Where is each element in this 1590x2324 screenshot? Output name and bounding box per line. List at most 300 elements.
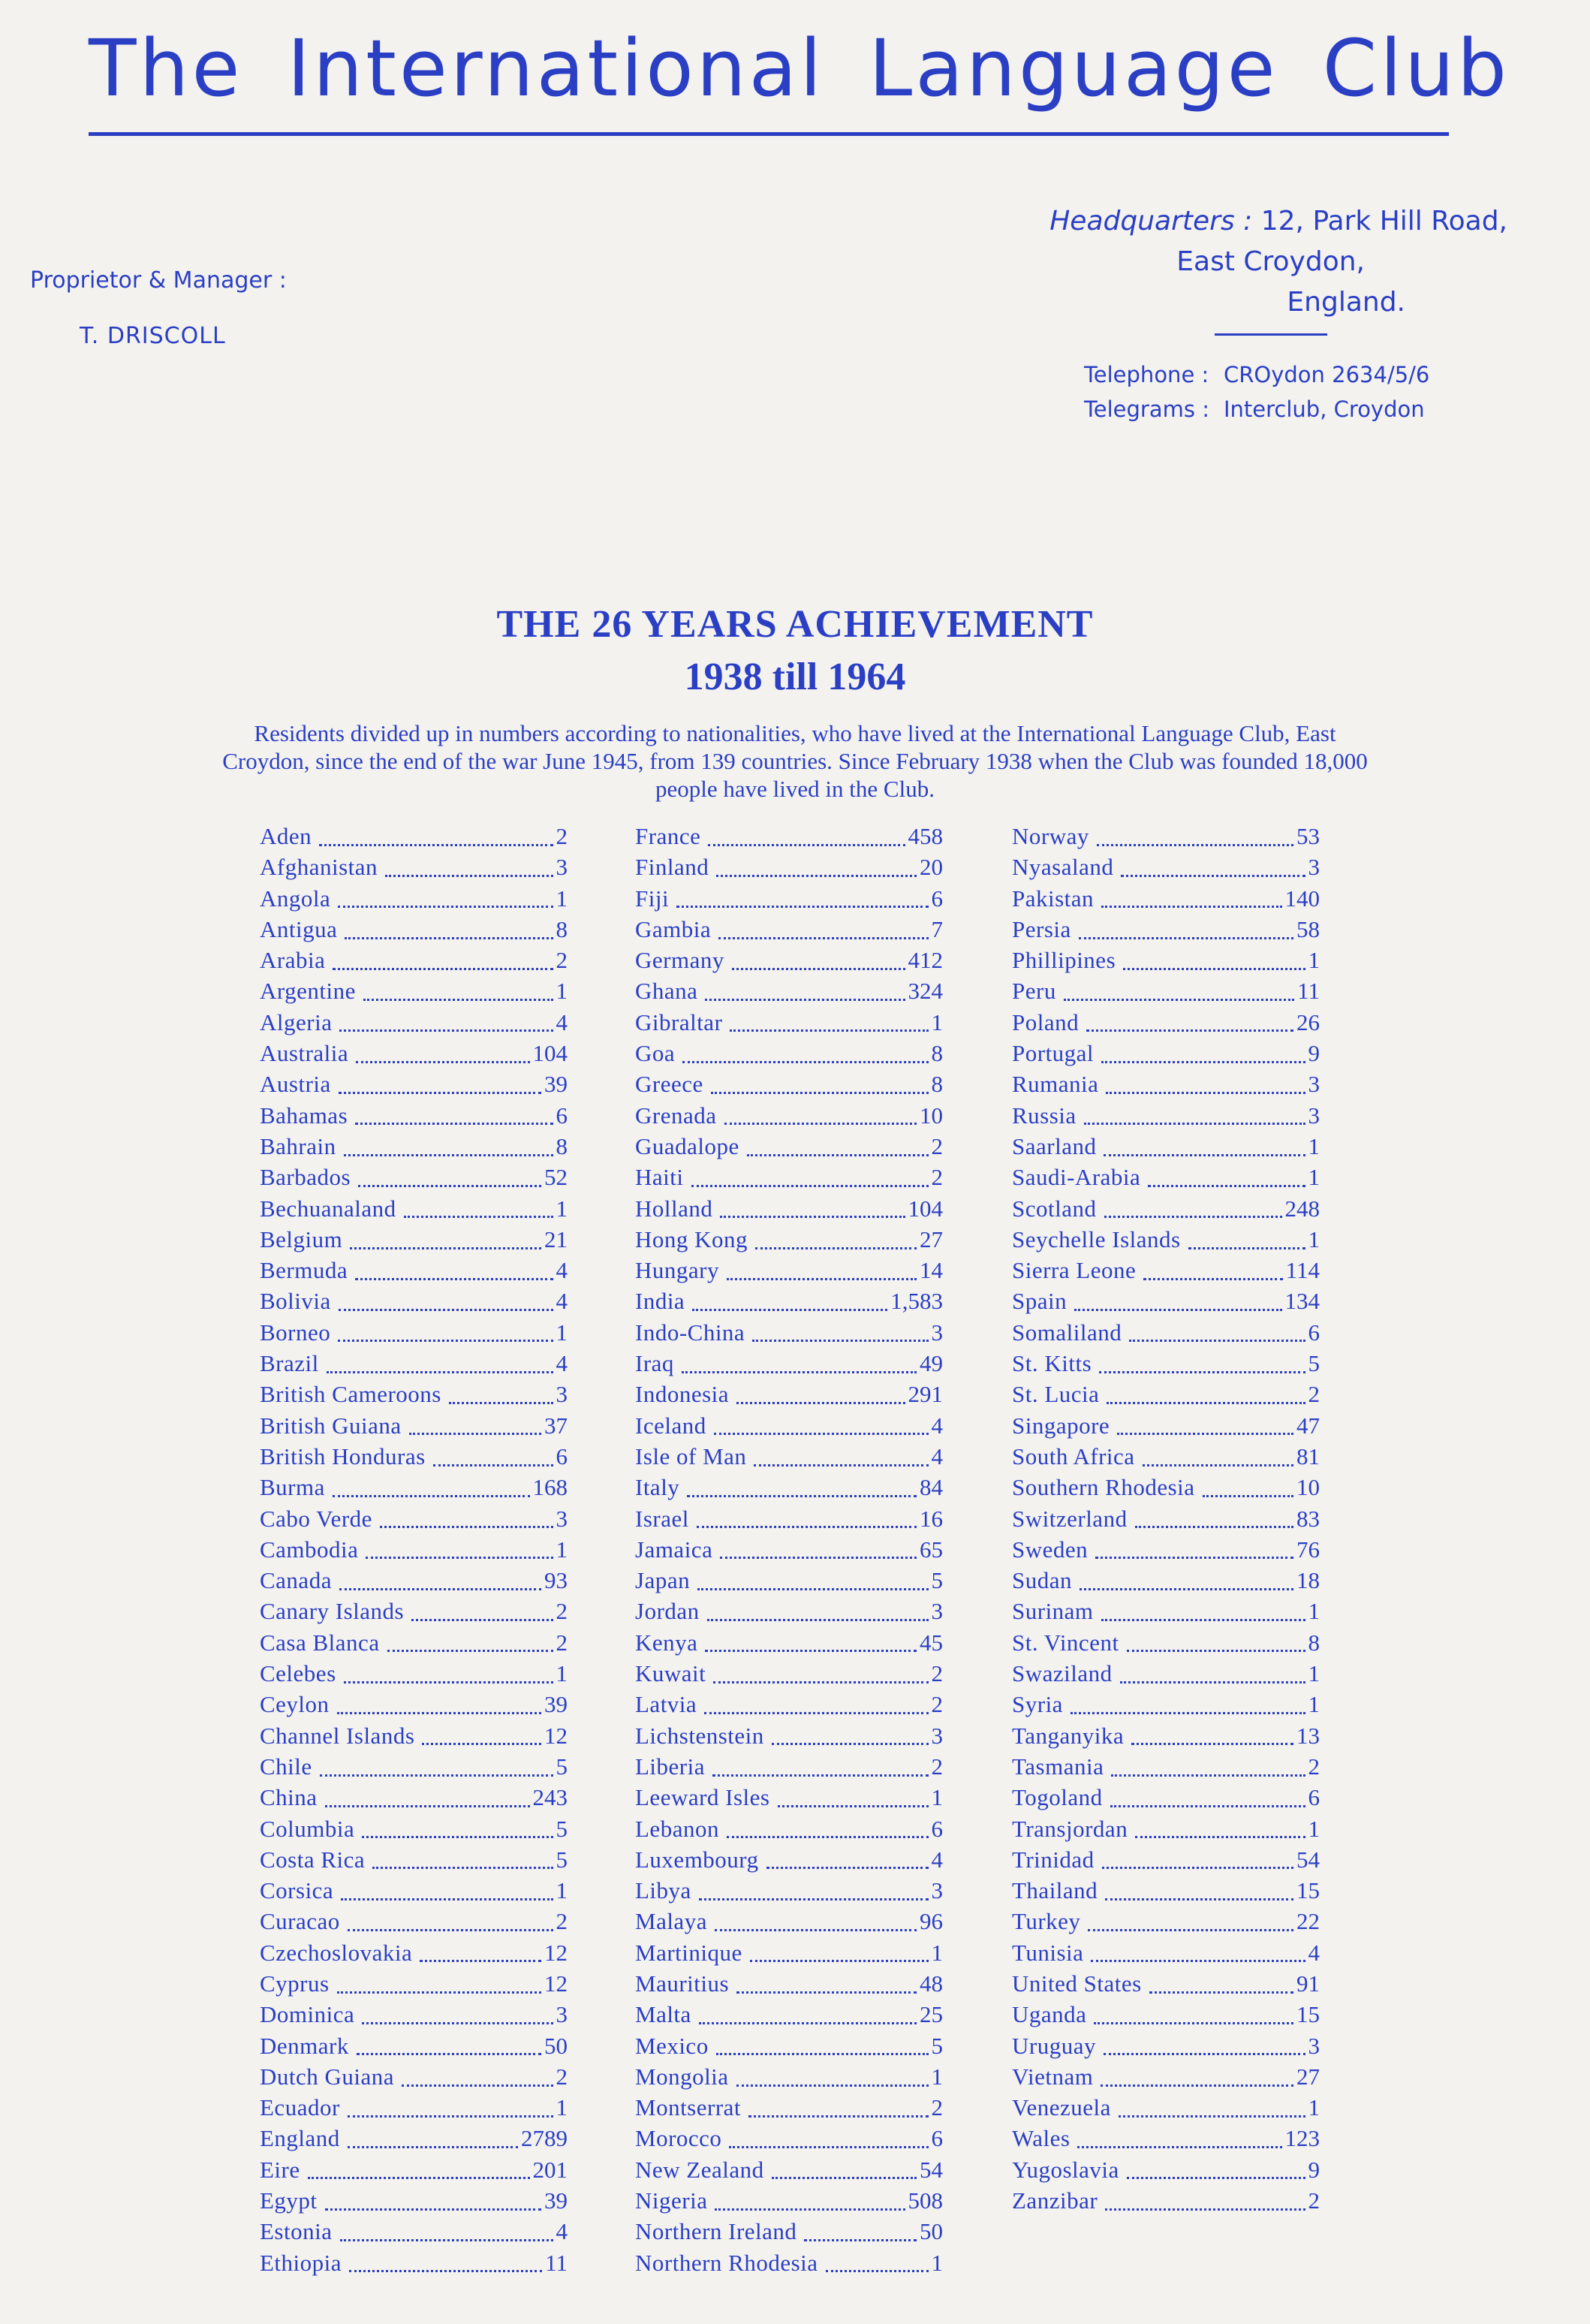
- resident-count: 3: [556, 1381, 568, 1408]
- dot-leader: [754, 1463, 928, 1466]
- resident-count: 2: [556, 2063, 568, 2090]
- resident-count: 49: [920, 1350, 943, 1377]
- dot-leader: [826, 2269, 929, 2272]
- resident-count: 412: [908, 947, 943, 974]
- resident-count: 8: [556, 1132, 568, 1159]
- resident-count: 45: [920, 1629, 943, 1656]
- country-name: Guadalope: [635, 1132, 739, 1159]
- country-row: [635, 1071, 943, 1102]
- dot-leader: [1110, 1804, 1305, 1807]
- dot-leader: [1104, 1215, 1282, 1218]
- dot-leader: [385, 874, 553, 877]
- resident-count: 1: [1308, 1225, 1320, 1252]
- resident-count: 2: [931, 2094, 943, 2121]
- dot-leader: [713, 1680, 928, 1683]
- resident-count: 21: [544, 1225, 568, 1252]
- dot-leader: [409, 1432, 541, 1435]
- dot-leader: [1101, 1060, 1305, 1063]
- country-name: Nyasaland: [1012, 854, 1114, 881]
- dot-leader: [339, 1587, 541, 1590]
- country-name: Persia: [1012, 915, 1071, 942]
- country-name: Uruguay: [1012, 2032, 1096, 2059]
- resident-count: 168: [532, 1474, 568, 1501]
- country-name: Norway: [1012, 823, 1089, 849]
- country-row: [1012, 947, 1320, 978]
- resident-count: 5: [931, 1567, 943, 1594]
- dot-leader: [308, 2176, 530, 2179]
- dot-leader: [772, 2176, 917, 2179]
- resident-count: 243: [532, 1784, 568, 1811]
- dot-leader: [358, 1184, 541, 1187]
- dot-leader: [755, 1246, 917, 1249]
- dot-leader: [712, 1774, 928, 1777]
- resident-count: 1: [1308, 1660, 1320, 1687]
- resident-count: 50: [920, 2218, 943, 2245]
- resident-count: 2: [556, 1629, 568, 1656]
- country-row: [260, 2125, 568, 2156]
- country-row: [635, 1629, 943, 1660]
- country-name: Scotland: [1012, 1195, 1097, 1222]
- resident-count: 15: [1296, 2001, 1320, 2028]
- country-name: Afghanistan: [260, 854, 378, 881]
- country-row: [635, 2001, 943, 2032]
- dot-leader: [339, 1308, 553, 1311]
- resident-count: 123: [1284, 2125, 1320, 2152]
- country-name: Northern Rhodesia: [635, 2249, 818, 2276]
- dot-leader: [1127, 1649, 1305, 1652]
- country-row: [1012, 1908, 1320, 1939]
- country-row: [1012, 1102, 1320, 1133]
- country-name: Austria: [260, 1071, 331, 1098]
- country-row: [635, 1877, 943, 1908]
- dot-leader: [338, 1339, 553, 1342]
- country-row: [635, 1226, 943, 1257]
- dot-leader: [732, 967, 905, 970]
- country-row: [635, 1908, 943, 1939]
- dot-leader: [362, 2021, 553, 2024]
- country-name: Indo-China: [635, 1319, 745, 1346]
- country-name: Arabia: [260, 947, 326, 974]
- country-name: Lebanon: [635, 1815, 719, 1842]
- country-name: Gibraltar: [635, 1008, 723, 1035]
- country-row: [1012, 1816, 1320, 1846]
- dot-leader: [355, 1277, 553, 1280]
- resident-count: 83: [1296, 1505, 1320, 1532]
- dot-leader: [752, 1339, 928, 1342]
- resident-count: 4: [1308, 1939, 1320, 1966]
- country-row: [635, 916, 943, 947]
- dot-leader: [750, 1959, 929, 1962]
- country-name: Cambodia: [260, 1536, 359, 1563]
- resident-count: 2: [931, 1691, 943, 1718]
- country-row: [635, 1195, 943, 1226]
- resident-count: 1,583: [890, 1288, 943, 1315]
- dot-leader: [715, 1928, 917, 1931]
- resident-count: 26: [1296, 1008, 1320, 1035]
- country-row: [1012, 1071, 1320, 1102]
- country-row: [635, 1660, 943, 1691]
- resident-count: 54: [1296, 1846, 1320, 1873]
- country-row: [260, 2250, 568, 2280]
- dot-leader: [1071, 1711, 1305, 1714]
- country-name: Thailand: [1012, 1877, 1098, 1904]
- country-name: Sudan: [1012, 1567, 1072, 1594]
- dot-leader: [411, 1618, 553, 1621]
- country-row: [260, 916, 568, 947]
- country-name: Iceland: [635, 1412, 706, 1439]
- country-name: Surinam: [1012, 1598, 1094, 1625]
- country-name: Bermuda: [260, 1257, 348, 1284]
- country-name: France: [635, 823, 701, 849]
- country-name: Ecuador: [260, 2094, 340, 2121]
- resident-count: 3: [556, 854, 568, 881]
- resident-count: 81: [1296, 1442, 1320, 1469]
- country-row: [260, 1412, 568, 1443]
- country-row: [1012, 1877, 1320, 1908]
- dot-leader: [1121, 874, 1305, 877]
- resident-count: 4: [931, 1442, 943, 1469]
- country-column-3: [1012, 823, 1320, 2218]
- telegrams-value: Interclub, Croydon: [1224, 396, 1425, 422]
- country-row: [260, 1102, 568, 1133]
- country-name: Tasmania: [1012, 1753, 1104, 1780]
- country-name: India: [635, 1288, 685, 1315]
- country-column-1: [260, 823, 568, 2280]
- country-name: St. Vincent: [1012, 1629, 1119, 1656]
- dot-leader: [1088, 1928, 1293, 1931]
- resident-count: 4: [556, 2218, 568, 2245]
- country-row: [1012, 2063, 1320, 2094]
- country-name: Channel Islands: [260, 1722, 415, 1749]
- country-row: [635, 1598, 943, 1629]
- country-name: Gambia: [635, 915, 712, 942]
- country-row: [260, 1598, 568, 1629]
- dot-leader: [356, 1060, 529, 1063]
- resident-count: 1: [556, 978, 568, 1005]
- headquarters-address: [1049, 201, 1507, 323]
- dot-leader: [1127, 2176, 1305, 2179]
- resident-count: 96: [920, 1908, 943, 1935]
- dot-leader: [341, 1897, 553, 1900]
- country-row: [635, 2250, 943, 2280]
- dot-leader: [327, 1370, 553, 1373]
- resident-count: 1: [931, 2063, 943, 2090]
- country-row: [635, 1970, 943, 2001]
- dot-leader: [1106, 1091, 1305, 1094]
- country-name: Greece: [635, 1071, 703, 1098]
- country-name: Lichstenstein: [635, 1722, 764, 1749]
- country-row: [1012, 1723, 1320, 1753]
- country-name: Hong Kong: [635, 1225, 748, 1252]
- country-row: [260, 1226, 568, 1257]
- intro-paragraph: Residents divided up in numbers according to nationalities, who have lived at the International Language Club, East Croydon, since the end of the war June 1945, from 139 countries. Since February 1938 when the Club was founded 18,000 people have lived in the Club.: [222, 720, 1368, 802]
- dot-leader: [727, 1835, 929, 1838]
- country-row: [1012, 1629, 1320, 1660]
- country-row: [260, 2218, 568, 2249]
- country-name: St. Lucia: [1012, 1381, 1100, 1408]
- country-row: [635, 2063, 943, 2094]
- country-name: British Cameroons: [260, 1381, 441, 1408]
- country-row: [1012, 1288, 1320, 1319]
- country-name: Casa Blanca: [260, 1629, 380, 1656]
- dot-leader: [1105, 1897, 1293, 1900]
- resident-count: 39: [544, 1071, 568, 1098]
- country-name: Dominica: [260, 2001, 355, 2028]
- resident-count: 3: [1308, 854, 1320, 881]
- country-row: [260, 1753, 568, 1784]
- country-row: [260, 2187, 568, 2218]
- country-name: Bolivia: [260, 1288, 331, 1315]
- country-name: Somaliland: [1012, 1319, 1122, 1346]
- dot-leader: [1101, 1618, 1305, 1621]
- country-name: Poland: [1012, 1008, 1080, 1035]
- country-row: [635, 2187, 943, 2218]
- country-row: [1012, 2094, 1320, 2125]
- country-name: Uganda: [1012, 2001, 1087, 2028]
- dot-leader: [1091, 1959, 1305, 1962]
- country-name: Liberia: [635, 1753, 706, 1780]
- country-name: Mongolia: [635, 2063, 729, 2090]
- resident-count: 2: [1308, 2187, 1320, 2214]
- resident-count: 4: [556, 1288, 568, 1315]
- country-row: [260, 1970, 568, 2001]
- country-row: [1012, 2001, 1320, 2032]
- country-row: [635, 1723, 943, 1753]
- country-name: Grenada: [635, 1102, 717, 1129]
- resident-count: 13: [1296, 1722, 1320, 1749]
- dot-leader: [682, 1370, 917, 1373]
- dot-leader: [705, 1649, 917, 1652]
- country-name: Algeria: [260, 1008, 333, 1035]
- country-row: [260, 1009, 568, 1040]
- country-name: Southern Rhodesia: [1012, 1474, 1195, 1501]
- dot-leader: [355, 1122, 553, 1125]
- country-row: [1012, 1226, 1320, 1257]
- resident-count: 2: [1308, 1381, 1320, 1408]
- country-row: [1012, 1319, 1320, 1350]
- country-name: Peru: [1012, 978, 1056, 1005]
- country-row: [635, 1567, 943, 1598]
- resident-count: 1: [1308, 1132, 1320, 1159]
- country-row: [635, 854, 943, 885]
- country-row: [1012, 1567, 1320, 1598]
- resident-count: 1: [1308, 1691, 1320, 1718]
- country-row: [1012, 2157, 1320, 2187]
- dot-leader: [730, 1029, 928, 1032]
- country-name: Isle of Man: [635, 1442, 747, 1469]
- country-name: Tanganyika: [1012, 1722, 1125, 1749]
- resident-count: 1: [556, 1319, 568, 1346]
- country-name: Celebes: [260, 1660, 336, 1687]
- country-row: [260, 1908, 568, 1939]
- resident-count: 3: [1308, 2032, 1320, 2059]
- resident-count: 39: [544, 1691, 568, 1718]
- dot-leader: [691, 1184, 929, 1187]
- country-name: Burma: [260, 1474, 325, 1501]
- dot-leader: [687, 1494, 917, 1497]
- country-row: [1012, 1660, 1320, 1691]
- dot-leader: [729, 2145, 928, 2148]
- country-name: Vietnam: [1012, 2063, 1094, 2090]
- resident-count: 8: [556, 915, 568, 942]
- dot-leader: [778, 1804, 929, 1807]
- country-row: [635, 1164, 943, 1195]
- resident-count: 6: [1308, 1319, 1320, 1346]
- dot-leader: [1149, 1991, 1293, 1994]
- country-name: Kuwait: [635, 1660, 706, 1687]
- dot-leader: [325, 1804, 530, 1807]
- country-row: [635, 1506, 943, 1536]
- country-row: [1012, 1443, 1320, 1474]
- resident-count: 4: [931, 1846, 943, 1873]
- dot-leader: [736, 1991, 917, 1994]
- country-row: [1012, 1164, 1320, 1195]
- country-name: St. Kitts: [1012, 1350, 1092, 1377]
- country-row: [260, 1567, 568, 1598]
- country-row: [1012, 916, 1320, 947]
- country-name: Cabo Verde: [260, 1505, 372, 1532]
- country-name: England: [260, 2125, 340, 2152]
- resident-count: 76: [1296, 1536, 1320, 1563]
- dot-leader: [1094, 2021, 1293, 2024]
- country-name: Hungary: [635, 1257, 719, 1284]
- resident-count: 1: [1308, 947, 1320, 974]
- country-name: Ethiopia: [260, 2249, 342, 2276]
- country-row: [1012, 1784, 1320, 1815]
- dot-leader: [345, 936, 553, 939]
- resident-count: 3: [931, 1877, 943, 1904]
- country-row: [635, 2125, 943, 2156]
- country-row: [260, 1474, 568, 1505]
- country-row: [260, 947, 568, 978]
- dot-leader: [707, 1618, 929, 1621]
- resident-count: 3: [1308, 1102, 1320, 1129]
- country-row: [1012, 823, 1320, 854]
- country-name: Malta: [635, 2001, 691, 2028]
- dot-leader: [338, 905, 553, 908]
- resident-count: 508: [908, 2187, 943, 2214]
- resident-count: 6: [931, 885, 943, 912]
- country-row: [260, 1660, 568, 1691]
- country-row: [260, 1536, 568, 1567]
- resident-count: 27: [920, 1225, 943, 1252]
- resident-count: 48: [920, 1970, 943, 1997]
- country-row: [1012, 1412, 1320, 1443]
- country-row: [635, 1443, 943, 1474]
- country-row: [260, 1506, 568, 1536]
- resident-count: 2: [556, 823, 568, 849]
- dot-leader: [1074, 1308, 1281, 1311]
- country-name: Fiji: [635, 885, 670, 912]
- country-name: Indonesia: [635, 1381, 730, 1408]
- country-row: [260, 1257, 568, 1288]
- country-name: Phillipines: [1012, 947, 1116, 974]
- dot-leader: [716, 874, 917, 877]
- dot-leader: [714, 1432, 929, 1435]
- country-row: [635, 1412, 943, 1443]
- dot-leader: [363, 998, 553, 1001]
- resident-count: 5: [556, 1846, 568, 1873]
- dot-leader: [387, 1649, 553, 1652]
- resident-count: 50: [544, 2032, 568, 2059]
- dot-leader: [692, 1308, 887, 1311]
- country-name: Estonia: [260, 2218, 333, 2245]
- dot-leader: [1131, 1742, 1293, 1745]
- resident-count: 2: [931, 1132, 943, 1159]
- country-row: [635, 1319, 943, 1350]
- dot-leader: [716, 2052, 929, 2055]
- country-row: [635, 823, 943, 854]
- resident-count: 1: [1308, 1815, 1320, 1842]
- resident-count: 3: [556, 1505, 568, 1532]
- country-name: Australia: [260, 1040, 349, 1067]
- resident-count: 5: [931, 2032, 943, 2059]
- country-name: Leeward Isles: [635, 1784, 770, 1811]
- resident-count: 4: [556, 1350, 568, 1377]
- country-row: [635, 1288, 943, 1319]
- country-row: [1012, 2125, 1320, 2156]
- country-row: [1012, 1536, 1320, 1567]
- country-row: [260, 1784, 568, 1815]
- country-name: Corsica: [260, 1877, 334, 1904]
- country-row: [635, 978, 943, 1008]
- country-name: Argentine: [260, 978, 356, 1005]
- country-name: Columbia: [260, 1815, 355, 1842]
- resident-count: 7: [931, 915, 943, 942]
- resident-count: 6: [556, 1102, 568, 1129]
- dot-leader: [337, 1711, 541, 1714]
- dot-leader: [344, 1680, 553, 1683]
- resident-count: 2789: [521, 2125, 568, 2152]
- country-row: [1012, 2187, 1320, 2218]
- country-name: Sierra Leone: [1012, 1257, 1137, 1284]
- dot-leader: [747, 1153, 929, 1156]
- country-name: Bahrain: [260, 1132, 336, 1159]
- resident-count: 2: [931, 1164, 943, 1191]
- country-row: [260, 2063, 568, 2094]
- resident-count: 3: [556, 2001, 568, 2028]
- country-name: Haiti: [635, 1164, 684, 1191]
- country-name: Venezuela: [1012, 2094, 1111, 2121]
- resident-count: 1: [931, 1939, 943, 1966]
- country-name: Turkey: [1012, 1908, 1081, 1935]
- resident-count: 58: [1296, 915, 1320, 942]
- dot-leader: [402, 2084, 553, 2087]
- country-row: [635, 1350, 943, 1381]
- country-row: [635, 1133, 943, 1164]
- dot-leader: [380, 1525, 553, 1528]
- country-row: [260, 1443, 568, 1474]
- dot-leader: [320, 1774, 553, 1777]
- dot-leader: [1135, 1835, 1305, 1838]
- country-row: [260, 1288, 568, 1319]
- country-name: Brazil: [260, 1350, 319, 1377]
- country-name: Mexico: [635, 2032, 709, 2059]
- resident-count: 12: [544, 1939, 568, 1966]
- dot-leader: [766, 1866, 929, 1869]
- country-name: British Honduras: [260, 1442, 426, 1469]
- country-name: Czechoslovakia: [260, 1939, 413, 1966]
- country-row: [635, 1257, 943, 1288]
- resident-count: 3: [1308, 1071, 1320, 1098]
- resident-count: 54: [920, 2156, 943, 2183]
- dot-leader: [348, 2145, 518, 2148]
- dot-leader: [697, 1587, 928, 1590]
- resident-count: 14: [920, 1257, 943, 1284]
- country-row: [1012, 1598, 1320, 1629]
- resident-count: 2: [931, 1660, 943, 1687]
- resident-count: 1: [556, 885, 568, 912]
